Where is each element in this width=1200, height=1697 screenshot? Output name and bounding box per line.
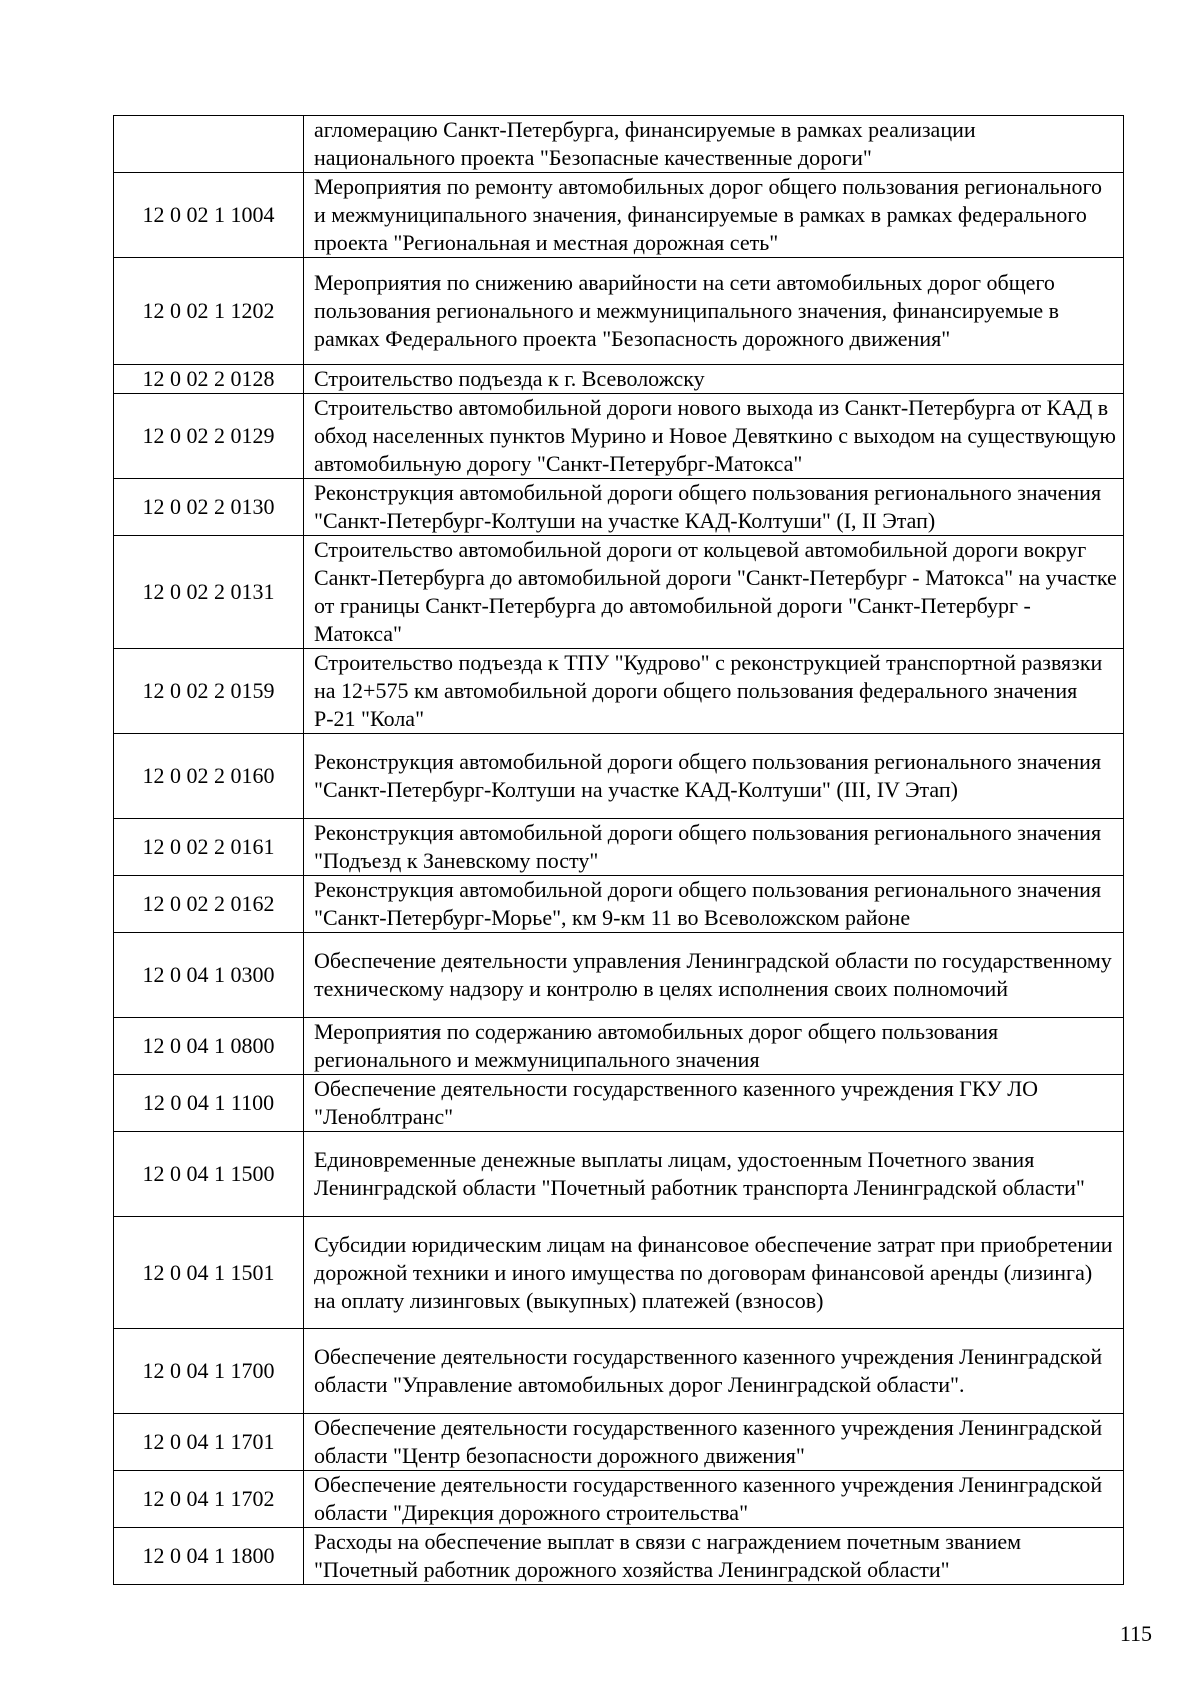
table-row (114, 173, 1124, 258)
table-row (114, 1471, 1124, 1528)
table-row (114, 536, 1124, 649)
table-body (114, 116, 1124, 1585)
code-cell: 12 0 04 1 1500 (114, 1132, 304, 1217)
table-row (114, 1217, 1124, 1329)
description-cell: Строительство подъезда к ТПУ "Кудрово" с реконструкцией транспортной развязки на 12+575 км автомобильной дороги общего пользования федерального значения Р-21 "Кола" (304, 649, 1124, 734)
description-cell: Обеспечение деятельности государственного казенного учреждения Ленинградской области "Дирекция дорожного строительства" (304, 1471, 1124, 1528)
code-cell: 12 0 02 2 0130 (114, 479, 304, 536)
code-cell: 12 0 02 1 1004 (114, 173, 304, 258)
description-cell: Мероприятия по содержанию автомобильных дорог общего пользования регионального и межмуниципального значения (304, 1018, 1124, 1075)
code-cell: 12 0 02 1 1202 (114, 258, 304, 365)
table-row (114, 1018, 1124, 1075)
code-cell: 12 0 02 2 0128 (114, 365, 304, 394)
code-cell: 12 0 02 2 0160 (114, 734, 304, 819)
description-cell: Мероприятия по ремонту автомобильных дорог общего пользования регионального и межмуниципального значения, финансируемые в рамках в рамках федерального проекта "Региональная и местная дорожная сеть" (304, 173, 1124, 258)
table-row (114, 649, 1124, 734)
table-row (114, 479, 1124, 536)
table-row (114, 933, 1124, 1018)
description-cell: агломерацию Санкт-Петербурга, финансируемые в рамках реализации национального проекта "Безопасные качественные дороги" (304, 116, 1124, 173)
code-cell: 12 0 04 1 1100 (114, 1075, 304, 1132)
description-cell: Реконструкция автомобильной дороги общего пользования регионального значения "Подъезд к Заневскому посту" (304, 819, 1124, 876)
description-cell: Реконструкция автомобильной дороги общего пользования регионального значения "Санкт-Петербург-Колтуши на участке КАД-Колтуши" (III, IV Этап) (304, 734, 1124, 819)
description-cell: Обеспечение деятельности управления Ленинградской области по государственному техническому надзору и контролю в целях исполнения своих полномочий (304, 933, 1124, 1018)
description-cell: Строительство автомобильной дороги от кольцевой автомобильной дороги вокруг Санкт-Петербурга до автомобильной дороги "Санкт-Петербург - Матокса" на участке от границы Санкт-Петербурга до автомобильной дороги "Санкт-Петербург - Матокса" (304, 536, 1124, 649)
table-row (114, 1528, 1124, 1585)
table-row (114, 394, 1124, 479)
table-row (114, 876, 1124, 933)
table-row (114, 1414, 1124, 1471)
expense-codes-table (113, 115, 1124, 1585)
code-cell: 12 0 02 2 0162 (114, 876, 304, 933)
description-cell: Строительство подъезда к г. Всеволожску (304, 365, 1124, 394)
description-cell: Обеспечение деятельности государственного казенного учреждения Ленинградской области "Центр безопасности дорожного движения" (304, 1414, 1124, 1471)
code-cell: 12 0 02 2 0161 (114, 819, 304, 876)
code-cell: 12 0 04 1 1700 (114, 1329, 304, 1414)
table-row (114, 819, 1124, 876)
code-cell: 12 0 02 2 0131 (114, 536, 304, 649)
code-cell: 12 0 02 2 0129 (114, 394, 304, 479)
description-cell: Мероприятия по снижению аварийности на сети автомобильных дорог общего пользования регионального и межмуниципального значения, финансируемые в рамках Федерального проекта "Безопасность дорожного движения" (304, 258, 1124, 365)
description-cell: Субсидии юридическим лицам на финансовое обеспечение затрат при приобретении дорожной техники и иного имущества по договорам финансовой аренды (лизинга) на оплату лизинговых (выкупных) платежей (взносов) (304, 1217, 1124, 1329)
page-number: 115 (1119, 1621, 1152, 1646)
table-row (114, 258, 1124, 365)
description-cell: Обеспечение деятельности государственного казенного учреждения ГКУ ЛО "Леноблтранс" (304, 1075, 1124, 1132)
code-cell: 12 0 04 1 0300 (114, 933, 304, 1018)
code-cell: 12 0 02 2 0159 (114, 649, 304, 734)
description-cell: Обеспечение деятельности государственного казенного учреждения Ленинградской области "Управление автомобильных дорог Ленинградской области". (304, 1329, 1124, 1414)
table-row (114, 365, 1124, 394)
description-cell: Реконструкция автомобильной дороги общего пользования регионального значения "Санкт-Петербург-Колтуши на участке КАД-Колтуши" (I, II Этап) (304, 479, 1124, 536)
table-row (114, 1329, 1124, 1414)
code-cell (114, 116, 304, 173)
code-cell: 12 0 04 1 1702 (114, 1471, 304, 1528)
table-row (114, 116, 1124, 173)
description-cell: Реконструкция автомобильной дороги общего пользования регионального значения "Санкт-Петербург-Морье", км 9-км 11 во Всеволожском районе (304, 876, 1124, 933)
code-cell: 12 0 04 1 1701 (114, 1414, 304, 1471)
table-row (114, 1132, 1124, 1217)
code-cell: 12 0 04 1 0800 (114, 1018, 304, 1075)
description-cell: Единовременные денежные выплаты лицам, удостоенным Почетного звания Ленинградской области "Почетный работник транспорта Ленинградской области" (304, 1132, 1124, 1217)
table-row (114, 734, 1124, 819)
table-row (114, 1075, 1124, 1132)
code-cell: 12 0 04 1 1800 (114, 1528, 304, 1585)
code-cell: 12 0 04 1 1501 (114, 1217, 304, 1329)
description-cell: Строительство автомобильной дороги нового выхода из Санкт-Петербурга от КАД в обход населенных пунктов Мурино и Новое Девяткино с выходом на существующую автомобильную дорогу "Санкт-Петерубрг-Матокса" (304, 394, 1124, 479)
description-cell: Расходы на обеспечение выплат в связи с награждением почетным званием "Почетный работник дорожного хозяйства Ленинградской области" (304, 1528, 1124, 1585)
